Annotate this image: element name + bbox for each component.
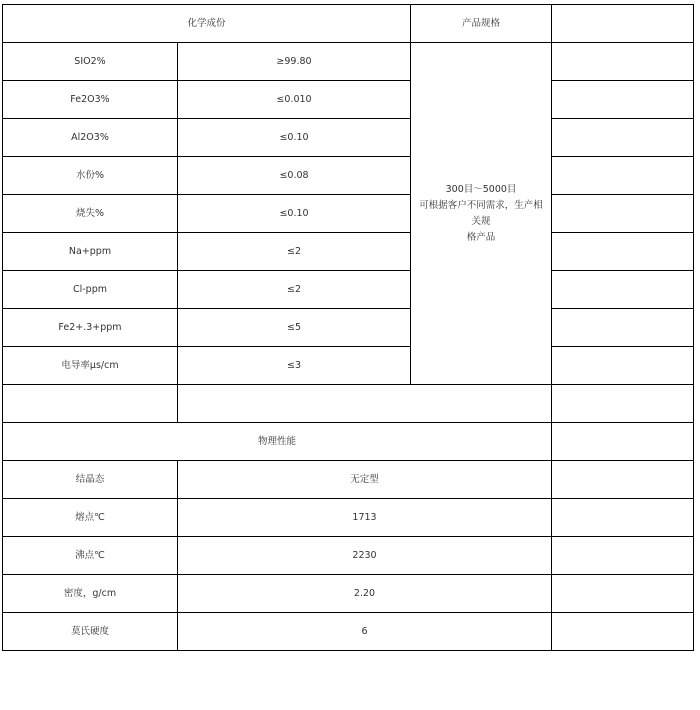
property-value: 6 [178, 613, 552, 651]
table-row [3, 537, 694, 575]
empty-cell [552, 309, 694, 347]
product-spec-table [2, 4, 694, 651]
composition-header: 化学成份 [3, 5, 411, 43]
component-name: Fe2O3% [3, 81, 178, 119]
component-name: Fe2+.3+ppm [3, 309, 178, 347]
property-name: 沸点℃ [3, 537, 178, 575]
empty-cell [552, 195, 694, 233]
component-value: ≤0.10 [178, 119, 411, 157]
component-value: ≤5 [178, 309, 411, 347]
table-row [3, 271, 694, 309]
empty-cell [552, 613, 694, 651]
empty-cell [552, 5, 694, 43]
table-row [3, 81, 694, 119]
table-row [3, 575, 694, 613]
empty-cell [178, 385, 552, 423]
component-value: ≤0.08 [178, 157, 411, 195]
component-name: Al2O3% [3, 119, 178, 157]
empty-cell [552, 119, 694, 157]
empty-cell [552, 271, 694, 309]
header-row [3, 5, 694, 43]
table-row [3, 157, 694, 195]
empty-cell [552, 233, 694, 271]
table-row [3, 233, 694, 271]
empty-cell [552, 43, 694, 81]
empty-cell [3, 385, 178, 423]
component-value: ≤2 [178, 233, 411, 271]
property-name: 密度，g/cm [3, 575, 178, 613]
empty-cell [552, 423, 694, 461]
empty-cell [552, 499, 694, 537]
empty-cell [552, 81, 694, 119]
component-value: ≥99.80 [178, 43, 411, 81]
component-name: 烧失% [3, 195, 178, 233]
property-name: 结晶态 [3, 461, 178, 499]
blank-row [3, 385, 694, 423]
property-value: 无定型 [178, 461, 552, 499]
table-row [3, 613, 694, 651]
property-name: 莫氏硬度 [3, 613, 178, 651]
table-row [3, 347, 694, 385]
component-value: ≤0.10 [178, 195, 411, 233]
component-name: SIO2% [3, 43, 178, 81]
component-name: Cl-ppm [3, 271, 178, 309]
table-row [3, 195, 694, 233]
physical-header-row [3, 423, 694, 461]
empty-cell [552, 157, 694, 195]
component-name: 电导率μs/cm [3, 347, 178, 385]
property-value: 1713 [178, 499, 552, 537]
spec-note: 300目～5000目 可根据客户不同需求，生产相关规 格产品 [411, 43, 552, 385]
table-row [3, 499, 694, 537]
property-value: 2.20 [178, 575, 552, 613]
component-value: ≤0.010 [178, 81, 411, 119]
table-row [3, 461, 694, 499]
component-name: Na+ppm [3, 233, 178, 271]
empty-cell [552, 575, 694, 613]
empty-cell [552, 461, 694, 499]
property-value: 2230 [178, 537, 552, 575]
empty-cell [552, 347, 694, 385]
empty-cell [552, 537, 694, 575]
physical-header: 物理性能 [3, 423, 552, 461]
component-name: 水份% [3, 157, 178, 195]
table-row [3, 309, 694, 347]
component-value: ≤2 [178, 271, 411, 309]
spec-header: 产品规格 [411, 5, 552, 43]
component-value: ≤3 [178, 347, 411, 385]
table-row [3, 43, 694, 81]
property-name: 熔点℃ [3, 499, 178, 537]
empty-cell [552, 385, 694, 423]
table-row [3, 119, 694, 157]
